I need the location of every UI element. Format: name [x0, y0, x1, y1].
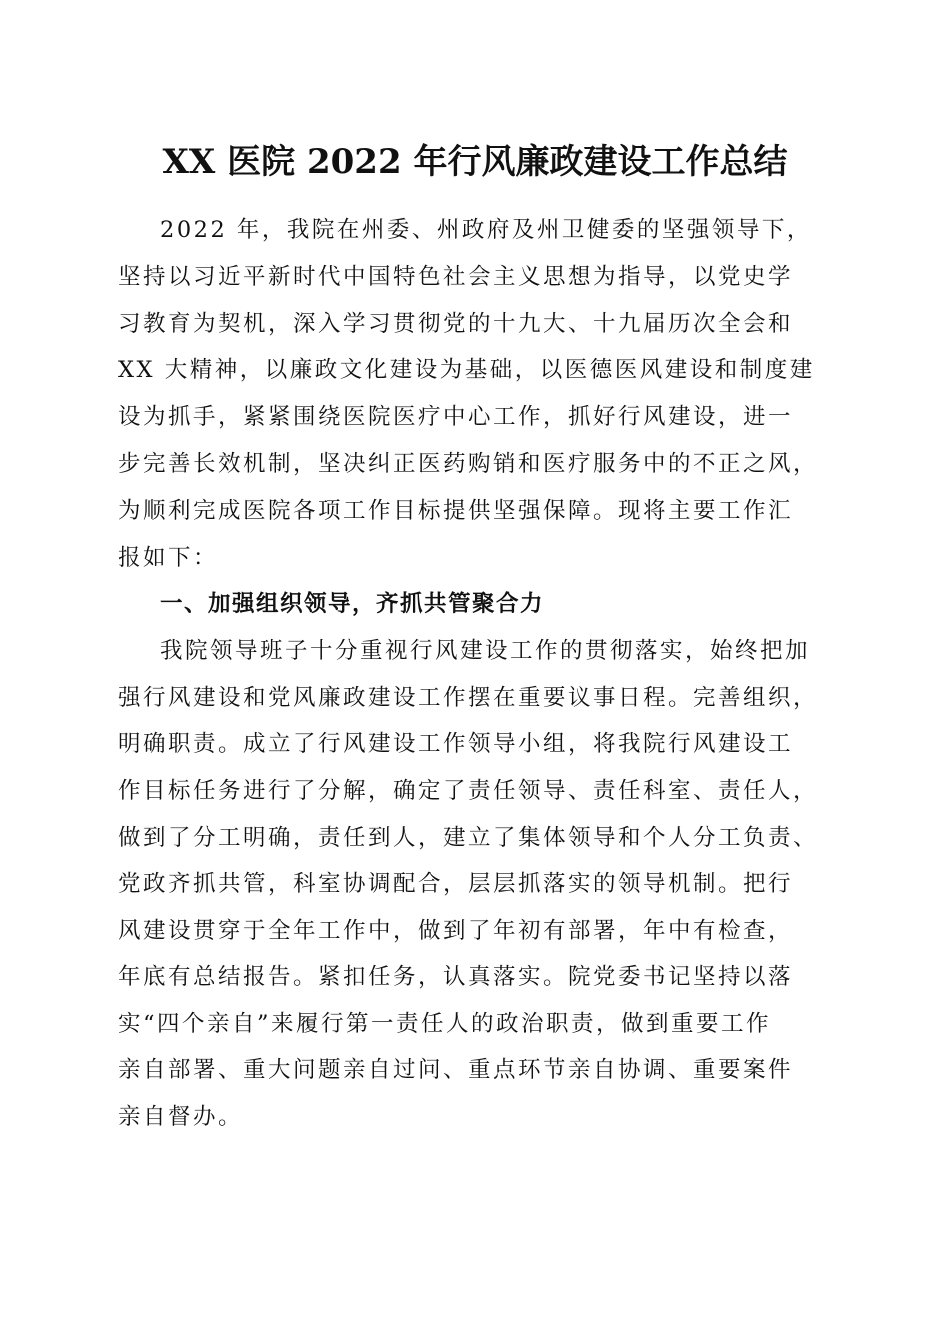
section-line: 亲自部署、重大问题亲自过问、重点环节亲自协调、重要案件: [118, 1057, 794, 1083]
intro-line: 2022 年，我院在州委、州政府及州卫健委的坚强领导下，: [160, 217, 812, 243]
section-line: 亲自督办。: [118, 1104, 244, 1130]
section-line: 实“四个亲自”来履行第一责任人的政治职责，做到重要工作: [118, 1011, 772, 1037]
intro-line: XX 大精神，以廉政文化建设为基础，以医德医风建设和制度建: [118, 357, 815, 383]
section-line: 明确职责。成立了行风建设工作领导小组，将我院行风建设工: [118, 731, 794, 757]
intro-line: 习教育为契机，深入学习贯彻党的十九大、十九届历次全会和: [118, 311, 794, 337]
section-line: 年底有总结报告。紧扣任务，认真落实。院党委书记坚持以落: [118, 964, 794, 990]
intro-line: 坚持以习近平新时代中国特色社会主义思想为指导，以党史学: [118, 264, 794, 290]
section-heading: 一、加强组织领导，齐抓共管聚合力: [160, 591, 545, 617]
intro-line: 步完善长效机制，坚决纠正医药购销和医疗服务中的不正之风，: [118, 451, 819, 477]
section-line: 做到了分工明确，责任到人，建立了集体领导和个人分工负责、: [118, 825, 819, 851]
section-line: 风建设贯穿于全年工作中，做到了年初有部署，年中有检查，: [118, 918, 794, 944]
section-line: 强行风建设和党风廉政建设工作摆在重要议事日程。完善组织，: [118, 685, 819, 711]
document-title: XX 医院 2022 年行风廉政建设工作总结: [162, 142, 788, 182]
intro-line: 报如下：: [118, 545, 219, 571]
section-line: 作目标任务进行了分解，确定了责任领导、责任科室、责任人，: [118, 778, 819, 804]
intro-line: 设为抓手，紧紧围绕医院医疗中心工作，抓好行风建设，进一: [118, 404, 794, 430]
section-line: 我院领导班子十分重视行风建设工作的贯彻落实，始终把加: [160, 638, 811, 664]
intro-line: 为顺利完成医院各项工作目标提供坚强保障。现将主要工作汇: [118, 498, 794, 524]
section-line: 党政齐抓共管，科室协调配合，层层抓落实的领导机制。把行: [118, 871, 794, 897]
